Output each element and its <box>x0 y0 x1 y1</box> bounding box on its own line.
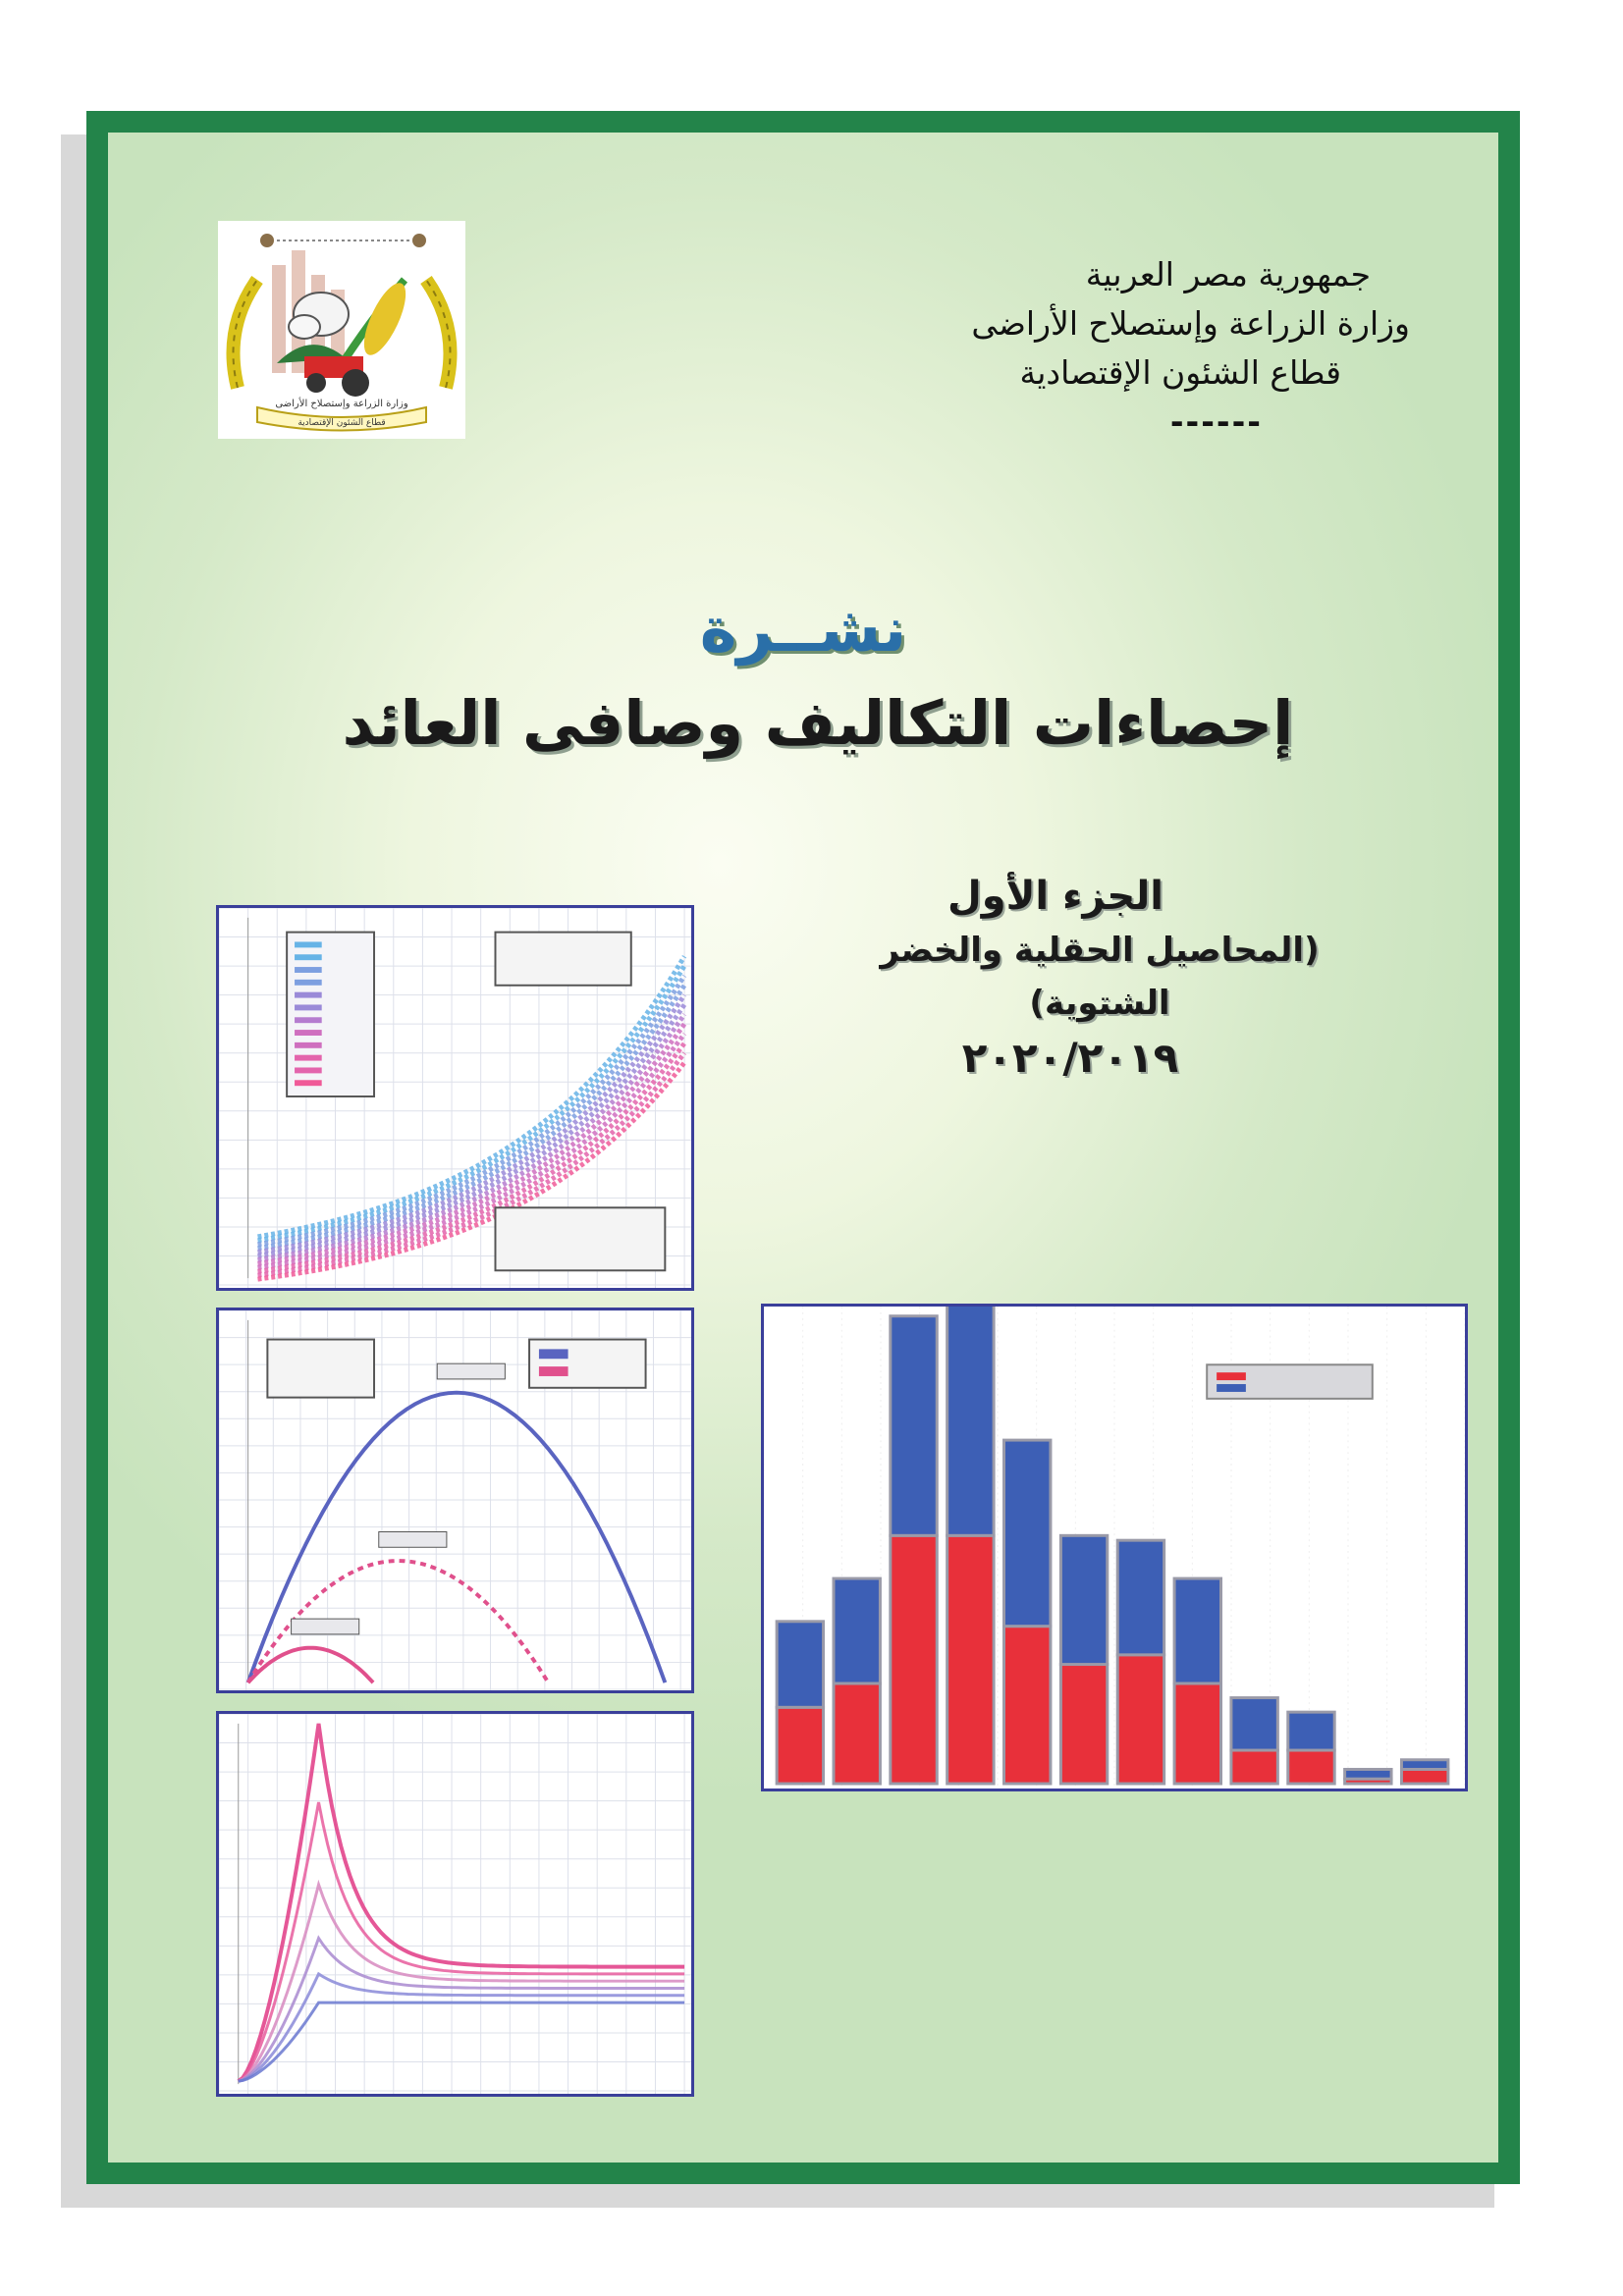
legend-swatch <box>539 1349 568 1359</box>
legend-swatch <box>295 1080 322 1086</box>
bar-segment <box>947 1307 994 1535</box>
bar-segment <box>1004 1627 1051 1784</box>
bar-segment <box>1288 1750 1334 1784</box>
bar-segment <box>891 1535 937 1784</box>
cover-frame <box>86 111 1520 2184</box>
bar-segment <box>1401 1760 1447 1770</box>
ministry-logo <box>218 221 465 439</box>
decay-series <box>239 1885 684 2081</box>
legend-swatch <box>295 967 322 973</box>
decay-series <box>239 2002 684 2081</box>
legend-swatch <box>295 1042 322 1048</box>
spike-decay-chart <box>219 1714 691 2094</box>
part-info <box>815 869 1384 1087</box>
legend-swatch <box>295 954 322 960</box>
annotation-box <box>495 1207 665 1270</box>
bar-segment <box>777 1622 823 1707</box>
bar-segment <box>1117 1655 1163 1784</box>
header-sector: قطاع الشئون الإقتصادية <box>1019 353 1341 392</box>
decorative-chart-spikes <box>216 1711 694 2097</box>
legend-box <box>529 1340 646 1388</box>
bulletin-subtitle: إحصاءات التكاليف وصافى العائد <box>342 687 1294 759</box>
decorative-chart-stacked-bars <box>761 1304 1468 1791</box>
legend-box <box>1207 1364 1373 1399</box>
peak-label-box <box>379 1532 447 1548</box>
bar-segment <box>777 1707 823 1784</box>
bar-segment <box>1060 1535 1107 1664</box>
stacked-bar-chart <box>764 1307 1465 1789</box>
ministry-header <box>821 250 1410 447</box>
decorative-chart-parabolas <box>216 1308 694 1693</box>
bar-segment <box>891 1316 937 1536</box>
header-separator: ------ <box>1169 402 1263 441</box>
part-label: الجزء الأول <box>947 874 1163 919</box>
part-years: ٢٠٢٠/٢٠١٩ <box>961 1034 1179 1082</box>
bar-segment <box>834 1578 880 1683</box>
legend-swatch <box>1217 1384 1246 1392</box>
decay-series <box>239 1974 684 2081</box>
decorative-chart-curves <box>216 905 694 1291</box>
logo-text-top: وزارة الزراعة وإستصلاح الأراضى <box>275 399 408 409</box>
peak-label-box <box>292 1619 359 1634</box>
bar-segment <box>1174 1578 1220 1683</box>
bar-segment <box>1231 1750 1277 1784</box>
legend-swatch <box>295 941 322 947</box>
parabola-series <box>248 1393 666 1682</box>
bar-segment <box>1401 1769 1447 1784</box>
logo-text-bottom: قطاع الشئون الإقتصادية <box>298 418 386 428</box>
decay-series <box>239 1724 684 2081</box>
annotation-box <box>267 1340 374 1398</box>
legend-swatch <box>295 1004 322 1010</box>
legend-swatch <box>539 1366 568 1376</box>
bar-segment <box>947 1535 994 1784</box>
bar-segment <box>1345 1769 1391 1779</box>
legend-swatch <box>295 992 322 998</box>
bar-segment <box>1288 1712 1334 1750</box>
legend-swatch <box>295 1017 322 1023</box>
legend-swatch <box>295 1067 322 1073</box>
legend-swatch <box>1217 1372 1246 1380</box>
bar-segment <box>1117 1540 1163 1655</box>
part-subtitle: (المحاصيل الحقلية والخضر الشتوية) <box>880 931 1320 1023</box>
annotation-box <box>495 933 630 986</box>
header-ministry: وزارة الزراعة وإستصلاح الأراضى <box>971 304 1410 343</box>
decay-series <box>239 1938 684 2081</box>
legend-swatch <box>295 980 322 986</box>
curve-family-chart <box>219 908 691 1288</box>
parabola-chart <box>219 1310 691 1690</box>
legend-swatch <box>295 1055 322 1061</box>
bar-segment <box>1004 1440 1051 1627</box>
peak-label-box <box>437 1363 505 1379</box>
bar-segment <box>834 1683 880 1784</box>
decay-series <box>239 1802 684 2081</box>
legend-swatch <box>295 1030 322 1036</box>
bulletin-title: نشــرة <box>699 594 907 667</box>
header-country: جمهورية مصر العربية <box>1085 255 1371 294</box>
bar-segment <box>1231 1698 1277 1750</box>
bar-segment <box>1174 1683 1220 1784</box>
bar-segment <box>1060 1665 1107 1785</box>
